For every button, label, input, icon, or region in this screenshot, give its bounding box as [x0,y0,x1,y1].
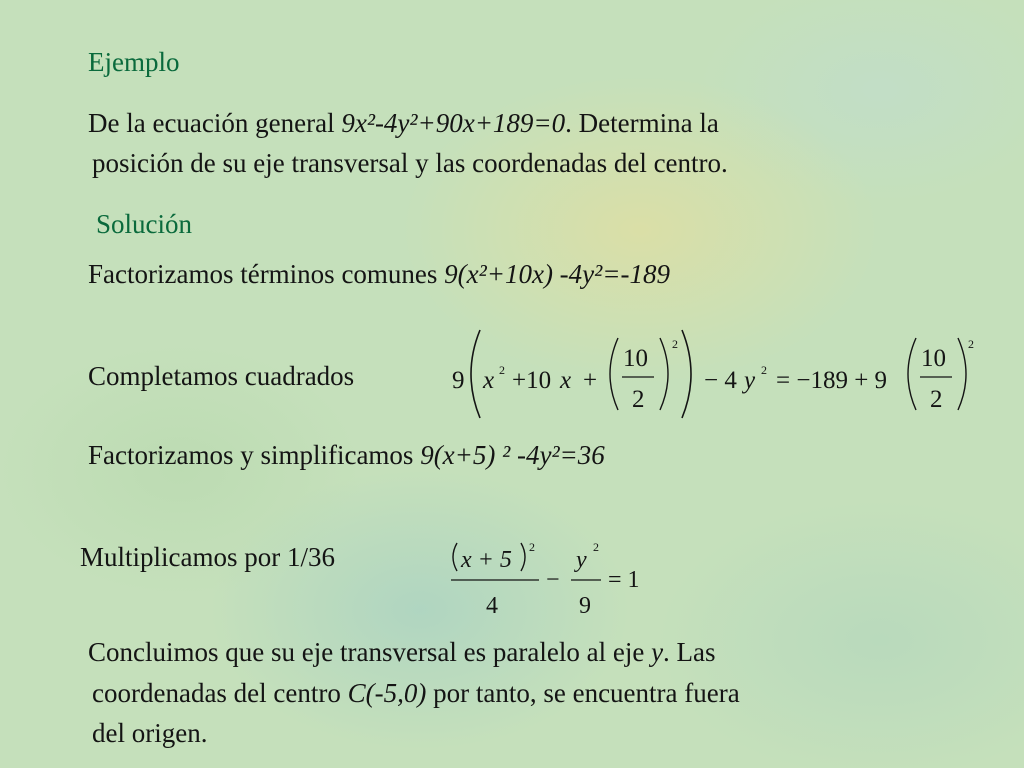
complete-square-formula [450,322,990,422]
minus-4: − 4 [704,367,737,394]
right-big-paren [682,330,691,418]
var-y: y [744,367,756,394]
conclusion-center: C(-5,0) [347,678,427,708]
eq-rhs: = −189 + 9 [776,367,888,394]
conclusion-text-1a: Concluimos que su eje transversal es paralelo al eje [88,637,652,667]
left-big-paren [471,330,480,418]
frac-den-2: 2 [632,386,645,413]
problem-equation: 9x²-4y²+90x+189=0 [341,108,566,138]
frac-paren-right [660,338,668,410]
step3-equation: 9(x+5) ² -4y²=36 [420,440,605,470]
step2-label: Completamos cuadrados [88,361,355,391]
step4-label: Multiplicamos por 1/36 [80,542,335,572]
exp-2-num: 2 [529,540,535,554]
example-heading: Ejemplo [88,47,180,77]
conclusion-line-2 [92,673,740,713]
num-paren-left [453,543,457,571]
frac-paren-left [610,338,618,410]
exp-2-y: 2 [761,363,767,377]
rhs-paren-left [908,338,916,410]
equals-1: = 1 [608,567,640,593]
conclusion-text-1b: . Las [663,637,716,667]
step-factor-common [88,254,670,294]
minus-sign: − [546,567,560,593]
conclusion-line-3: del origen. [92,718,208,748]
frac-num-10: 10 [623,345,648,372]
conclusion-line-1 [88,632,716,672]
den-4: 4 [486,593,498,619]
plus-10: +10 [512,367,552,394]
exp-2-x: 2 [499,363,505,377]
conclusion-text-2b: por tanto, se encuentra fuera [426,678,740,708]
step-factor-simplify [88,435,605,475]
rhs-paren-right [958,338,966,410]
step1-equation: 9(x²+10x) -4y²=-189 [444,259,670,289]
problem-line-1 [88,103,719,143]
standard-form-formula [445,535,665,625]
conclusion-axis-y: y [651,637,664,667]
x-plus-5: x + 5 [461,547,512,573]
var-x-2: x [560,367,572,394]
num-y: y [576,547,587,573]
rhs-den-2: 2 [930,386,943,413]
rhs-num-10: 10 [921,345,946,372]
exp-2-frac: 2 [672,337,678,351]
step3-label: Factorizamos y simplificamos [88,440,421,470]
den-9: 9 [579,593,591,619]
num-paren-right [521,543,525,571]
problem-rest: . Determina la [565,108,719,138]
plus-sign: + [583,367,598,394]
exp-2-y: 2 [593,540,599,554]
conclusion-text-2a: coordenadas del centro [92,678,348,708]
step1-label: Factorizamos términos comunes [88,259,445,289]
exp-2-rhs: 2 [968,337,974,351]
var-x: x [483,367,495,394]
coef-9: 9 [452,367,465,394]
problem-intro: De la ecuación general [88,108,342,138]
solution-heading: Solución [96,209,193,239]
problem-line-2: posición de su eje transversal y las coordenadas del centro. [92,148,728,178]
